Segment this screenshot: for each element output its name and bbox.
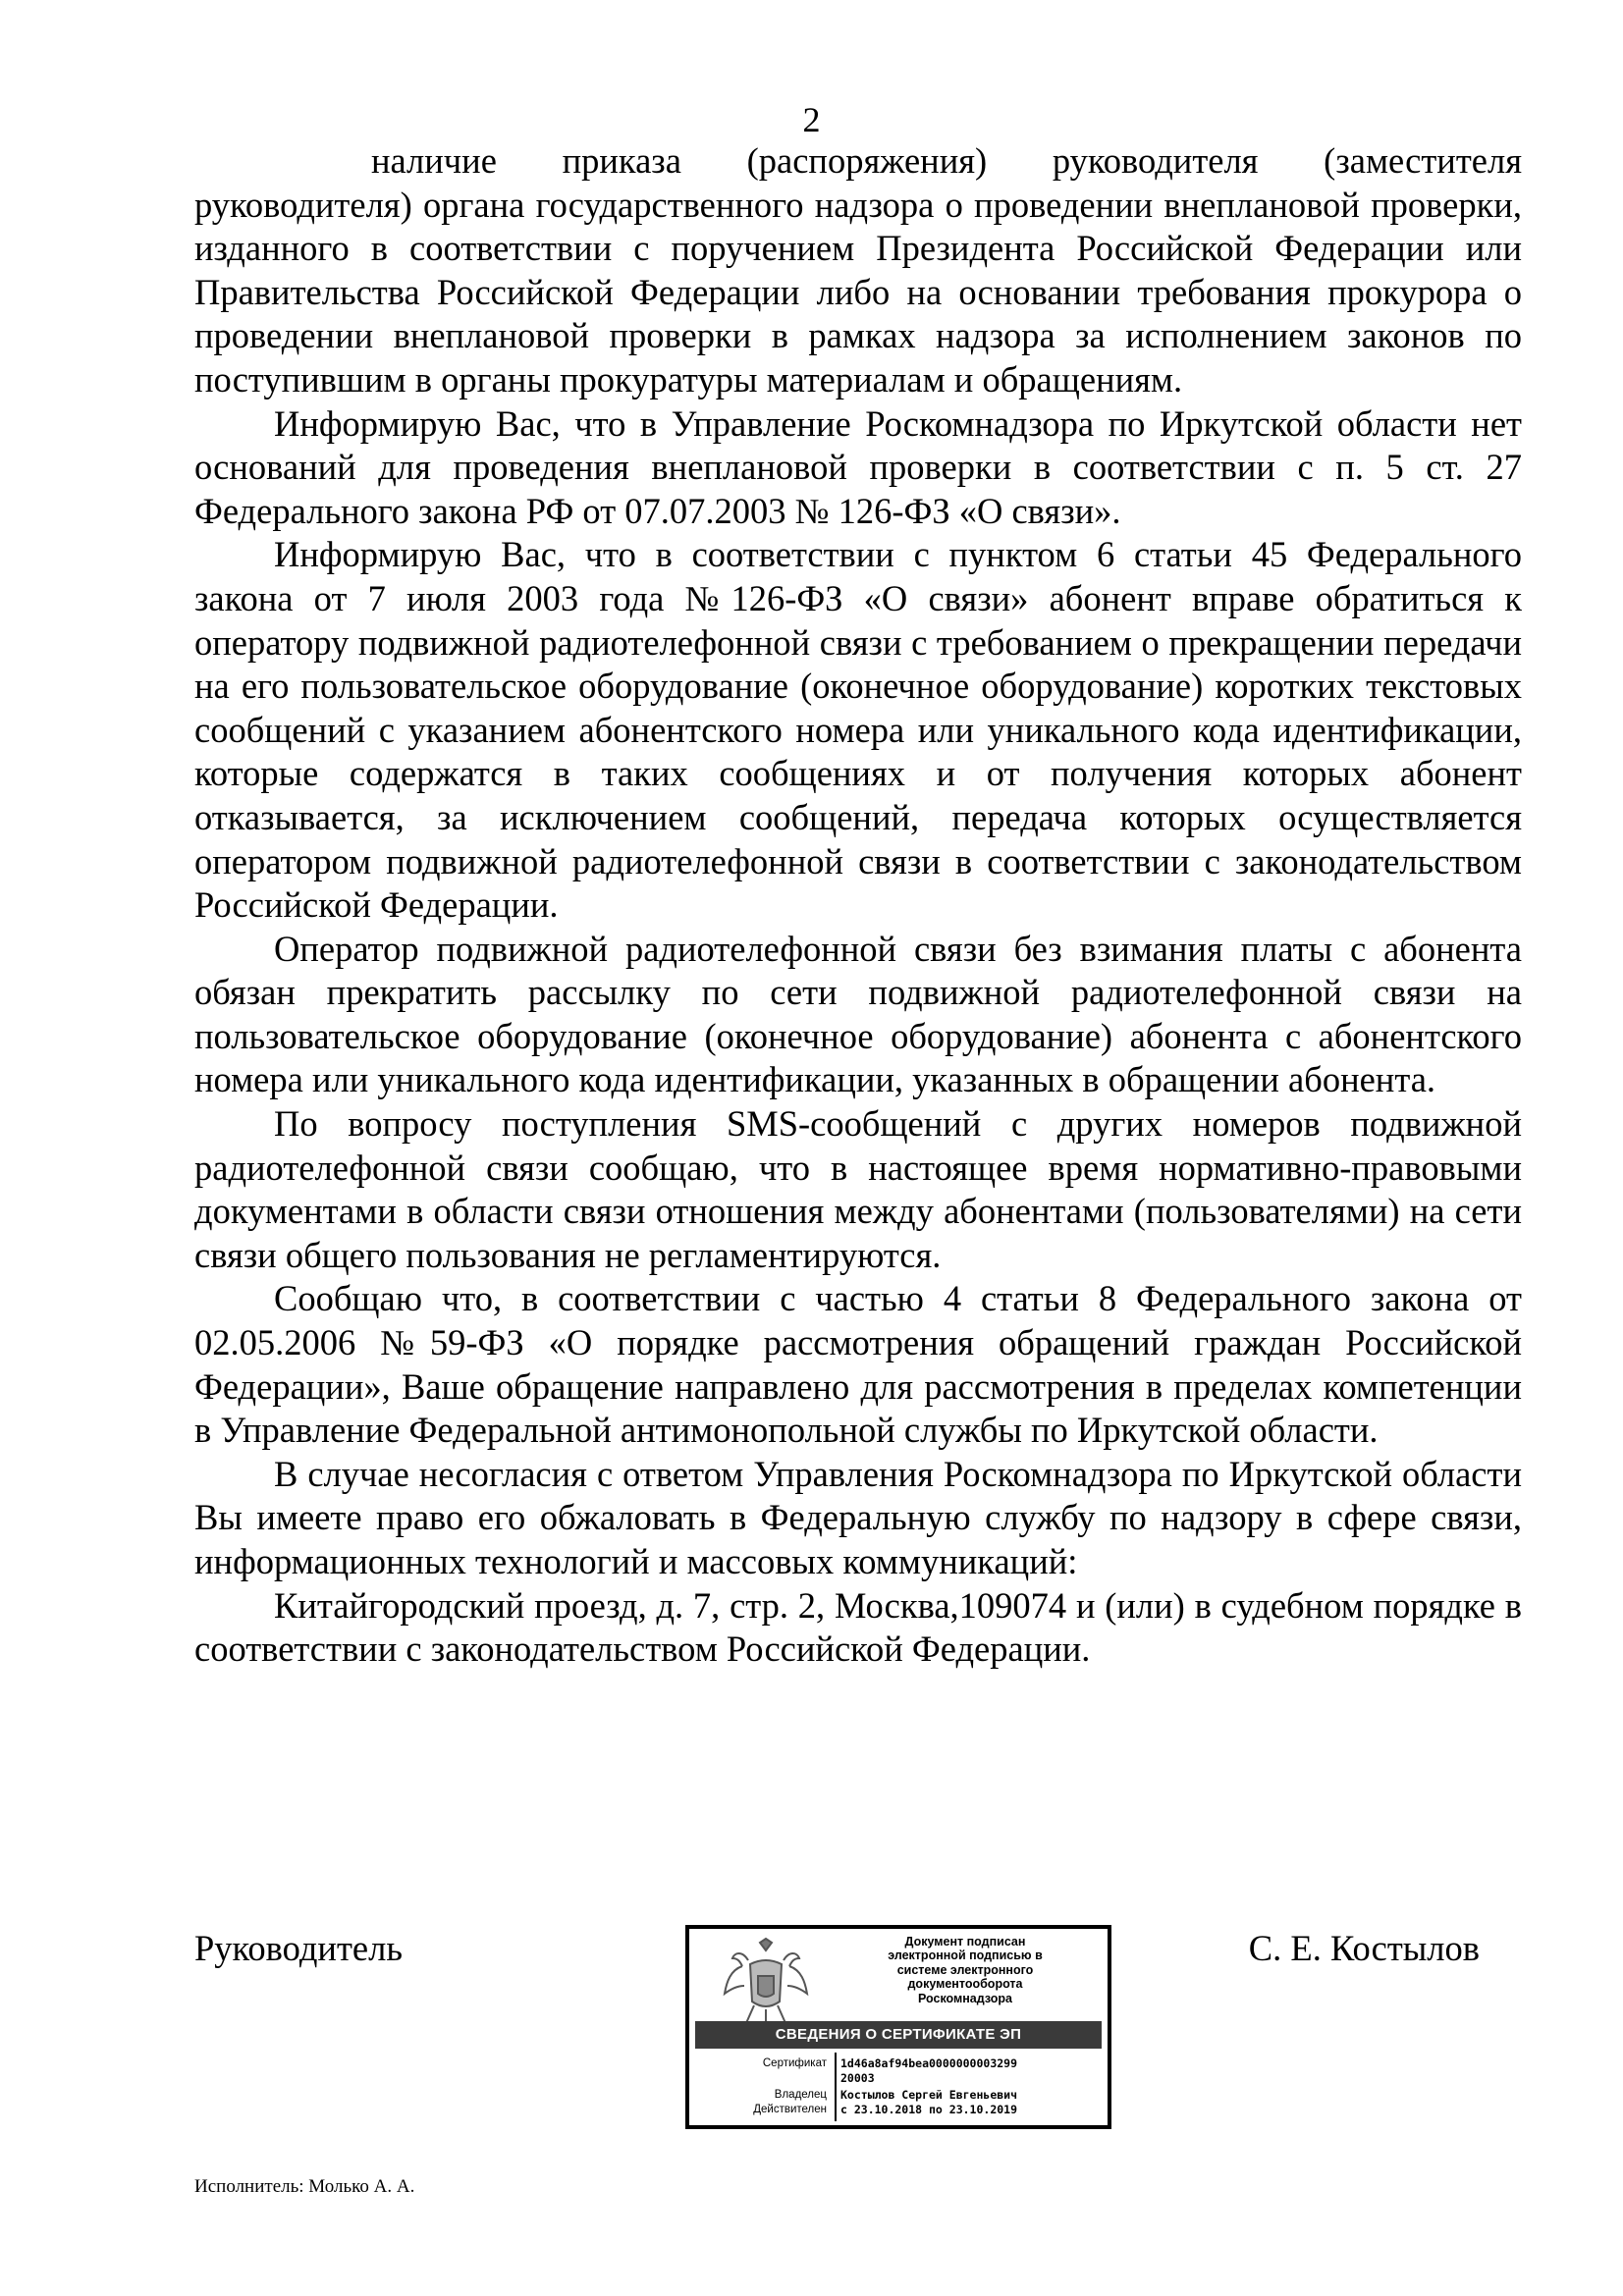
stamp-header-line: электронной подписью в xyxy=(888,1949,1043,1963)
electronic-signature-stamp xyxy=(685,1925,1111,2129)
paragraph-2: Информирую Вас, что в Управление Роскомнадзора по Иркутской области нет оснований для проведения внеплановой проверки в соответствии с п. 5 ст. 27 Федерального закона РФ от 07.07.2003 № 126-ФЗ «О связи». xyxy=(194,402,1522,531)
letter-body xyxy=(194,139,1522,1672)
stamp-owner-label: Владелец xyxy=(774,2089,827,2101)
stamp-header-line: документооборота xyxy=(907,1977,1023,1992)
stamp-header xyxy=(827,1935,1104,2005)
double-headed-eagle-icon xyxy=(721,1937,811,2031)
paragraph-7: В случае несогласия с ответом Управления Роскомнадзора по Иркутской области Вы имеете право его обжаловать в Федеральную службу по надзору в сфере связи, информационных технологий и массовых коммуникаций: xyxy=(194,1453,1522,1581)
paragraph-3: Информирую Вас, что в соответствии с пунктом 6 статьи 45 Федерального закона от 7 июля 2003 года №126-ФЗ «О связи» абонент вправе обратиться к оператору подвижной радиотелефонной связи с требованием о прекращении передачи на его пользовательское оборудование (оконечное оборудование) коротких текстовых сообщений с указанием абонентского номера или уникального кода идентификации, которые содержатся в таких сообщениях и от получения которых абонент отказывается, за исключением сообщений, передача которых осуществляется оператором подвижной радиотелефонной связи в соответствии с законодательством Российской Федерации. xyxy=(194,534,1522,926)
stamp-header-line: Роскомнадзора xyxy=(918,1991,1012,2005)
stamp-header-line: системе электронного xyxy=(896,1962,1034,1977)
signatory-name: С. Е. Костылов xyxy=(1248,1928,1480,1968)
stamp-valid-label: Действителен xyxy=(753,2104,827,2115)
paragraph-6: Сообщаю что, в соответствии с частью 4 статьи 8 Федерального закона от 02.05.2006 №59-ФЗ «О порядке рассмотрения обращений граждан Российской Федерации», Ваше обращение направлено для рассмотрения в пределах компетенции в Управление Федеральной антимонопольной службы по Иркутской области. xyxy=(194,1278,1522,1451)
signatory-position: Руководитель xyxy=(194,1928,403,1968)
stamp-header-line: Документ подписан xyxy=(904,1935,1026,1949)
stamp-certificate-value-2: 20003 xyxy=(840,2071,875,2085)
stamp-divider xyxy=(835,2053,837,2121)
paragraph-1: наличие приказа (распоряжения) руководителя (заместителя руководителя) органа государственного надзора о проведении внеплановой проверки, изданного в соответствии с поручением Президента Российской Федерации или Правительства Российской Федерации либо на основании требования прокурора о проведении внеплановой проверки в рамках надзора за исполнением законов по поступившим в органы прокуратуры материалам и обращениям. xyxy=(194,140,1522,400)
stamp-band-title: СВЕДЕНИЯ О СЕРТИФИКАТЕ ЭП xyxy=(695,2021,1102,2049)
stamp-certificate-label: Сертификат xyxy=(762,2057,827,2069)
paragraph-8: Китайгородский проезд, д. 7, стр. 2, Москва,109074 и (или) в судебном порядке в соответствии с законодательством Российской Федерации. xyxy=(194,1584,1522,1670)
paragraph-5: По вопросу поступления SMS-сообщений с других номеров подвижной радиотелефонной связи сообщаю, что в настоящее время нормативно-правовыми документами в области связи отношения между абонентами (пользователями) на сети связи общего пользования не регламентируются. xyxy=(194,1103,1522,1275)
paragraph-4: Оператор подвижной радиотелефонной связи без взимания платы с абонента обязан прекратить рассылку по сети подвижной радиотелефонной связи на пользовательское оборудование (оконечное оборудование) абонента с абонентского номера или уникального кода идентификации, указанных в обращении абонента. xyxy=(194,928,1522,1100)
stamp-valid-value: с 23.10.2018 по 23.10.2019 xyxy=(840,2103,1018,2116)
executor-note: Исполнитель: Молько А. А. xyxy=(194,2176,415,2197)
stamp-owner-value: Костылов Сергей Евгеньевич xyxy=(840,2088,1018,2102)
stamp-certificate-value: 1d46a8af94bea0000000003299 xyxy=(840,2056,1018,2070)
page-number: 2 xyxy=(802,100,821,139)
